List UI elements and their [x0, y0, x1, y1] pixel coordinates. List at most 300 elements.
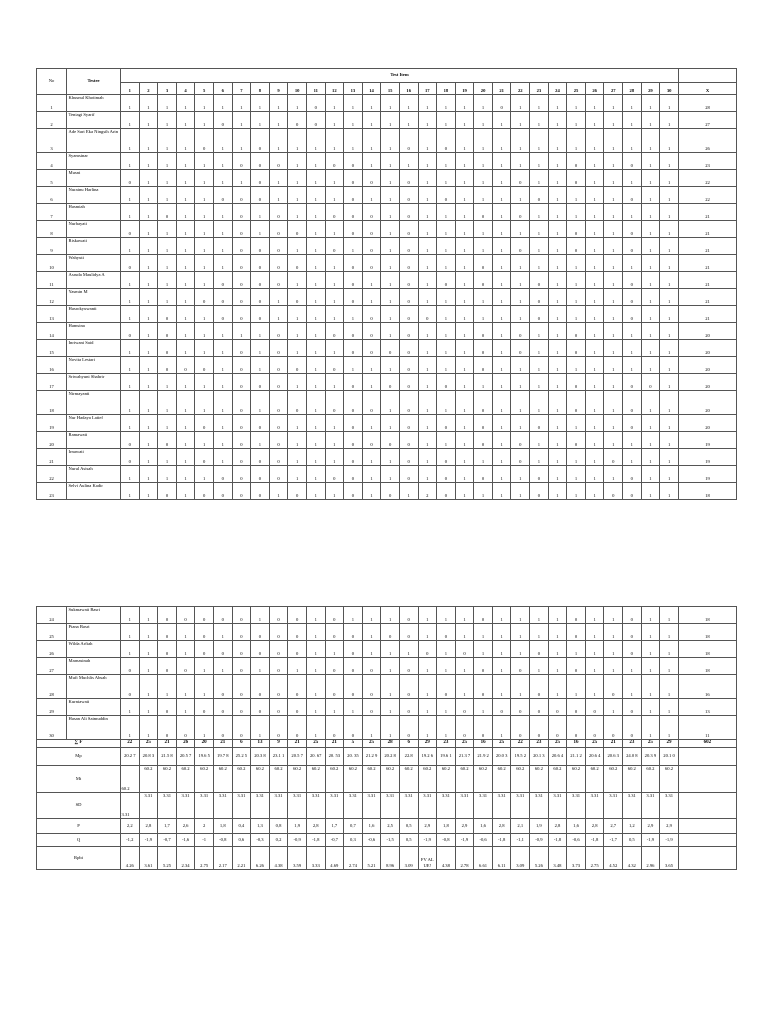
item-score: 0: [213, 607, 232, 624]
total-score: 22: [679, 187, 737, 204]
table-row: [37, 624, 737, 641]
item-score: 1: [176, 112, 195, 129]
stat-value: 60.2: [213, 766, 232, 793]
item-score: 0: [251, 272, 270, 289]
item-score: 1: [455, 391, 474, 415]
stat-value: 1,3: [251, 819, 270, 834]
item-total: 5: [344, 740, 363, 748]
item-score: 1: [474, 170, 493, 187]
item-total: 9: [269, 740, 288, 748]
item-score: 1: [641, 641, 660, 658]
item-score: 1: [306, 658, 325, 675]
item-score: 0: [269, 272, 288, 289]
testee-name: Ade Sari Eka Ningsih Arin: [67, 129, 121, 153]
item-score: 1: [176, 415, 195, 432]
item-number: 17: [418, 83, 437, 95]
stat-value: 21.5 8: [158, 748, 177, 766]
item-score: 0: [623, 187, 642, 204]
stat-value: 3.31: [511, 793, 530, 819]
item-score: 1: [492, 483, 511, 500]
item-score: 1: [251, 716, 270, 740]
item-score: 1: [492, 391, 511, 415]
stat-value: 2,9: [418, 819, 437, 834]
item-score: 0: [232, 272, 251, 289]
item-score: 1: [362, 607, 381, 624]
item-score: 1: [418, 357, 437, 374]
item-score: 1: [139, 340, 158, 357]
item-score: 1: [641, 357, 660, 374]
item-score: 1: [660, 357, 679, 374]
stat-value: 20.0 3: [492, 748, 511, 766]
item-score: 0: [158, 607, 177, 624]
item-total: 21: [158, 740, 177, 748]
stat-x-blank: [678, 766, 736, 793]
item-score: 0: [474, 607, 493, 624]
table2-body: [37, 607, 737, 870]
row-number: 25: [37, 624, 67, 641]
stat-x-blank: [678, 748, 736, 766]
item-score: 1: [548, 289, 567, 306]
item-score: 1: [176, 187, 195, 204]
item-analysis-table-page1: [36, 68, 737, 500]
item-score: 1: [585, 153, 604, 170]
item-score: 1: [399, 641, 418, 658]
item-score: 0: [158, 204, 177, 221]
item-score: 1: [455, 374, 474, 391]
item-score: 1: [455, 675, 474, 699]
item-score: 1: [139, 699, 158, 716]
stat-value: 20.1 3: [530, 748, 549, 766]
item-score: 0: [288, 483, 307, 500]
item-score: 1: [530, 238, 549, 255]
item-score: 0: [567, 607, 586, 624]
item-number: 10: [288, 83, 307, 95]
item-score: 0: [399, 255, 418, 272]
item-score: 1: [306, 357, 325, 374]
item-score: 1: [492, 153, 511, 170]
item-score: 1: [474, 112, 493, 129]
item-score: 1: [511, 466, 530, 483]
item-score: 1: [121, 391, 140, 415]
stat-value: 20.2 7: [121, 748, 140, 766]
item-score: 1: [399, 95, 418, 112]
stat-value: -1,9: [641, 834, 660, 847]
item-score: 0: [121, 658, 140, 675]
item-score: 1: [660, 391, 679, 415]
stat-value: 3.31: [381, 793, 400, 819]
item-score: 1: [381, 607, 400, 624]
item-score: 1: [623, 204, 642, 221]
item-score: 1: [325, 255, 344, 272]
stat-value: 3.31: [455, 793, 474, 819]
item-score: 1: [455, 607, 474, 624]
item-score: 0: [530, 306, 549, 323]
item-score: 1: [530, 624, 549, 641]
stat-value: -0,9: [288, 834, 307, 847]
item-score: 0: [530, 289, 549, 306]
item-score: 1: [195, 272, 214, 289]
item-score: 1: [306, 255, 325, 272]
item-score: 1: [213, 221, 232, 238]
item-score: 1: [604, 170, 623, 187]
stat-value: 20.6 3: [604, 748, 623, 766]
item-score: 1: [585, 204, 604, 221]
item-score: 1: [306, 483, 325, 500]
item-score: 1: [585, 483, 604, 500]
table-row: [37, 466, 737, 483]
item-score: 1: [176, 323, 195, 340]
item-score: 1: [585, 272, 604, 289]
stat-value: -1,8: [585, 834, 604, 847]
item-score: 0: [567, 391, 586, 415]
item-score: 1: [158, 466, 177, 483]
item-score: 0: [474, 204, 493, 221]
item-score: 0: [530, 699, 549, 716]
stat-value: 4.26: [121, 847, 140, 870]
item-score: 1: [604, 466, 623, 483]
stat-value: 2.34: [176, 847, 195, 870]
item-score: 1: [474, 153, 493, 170]
item-score: 1: [548, 675, 567, 699]
row-number: 23: [37, 483, 67, 500]
item-score: 1: [195, 306, 214, 323]
item-score: 0: [399, 699, 418, 716]
item-score: 1: [418, 658, 437, 675]
item-score: 0: [269, 391, 288, 415]
table-row: [37, 170, 737, 187]
item-score: 0: [474, 716, 493, 740]
item-score: 1: [604, 95, 623, 112]
item-score: 1: [362, 641, 381, 658]
item-score: 0: [585, 699, 604, 716]
item-score: 1: [288, 170, 307, 187]
item-score: 1: [325, 483, 344, 500]
item-score: 1: [288, 272, 307, 289]
item-total: 21: [604, 740, 623, 748]
item-score: 0: [158, 306, 177, 323]
item-score: 0: [455, 699, 474, 716]
item-score: 1: [437, 699, 456, 716]
testee-name: Sriwahyuni Shahrir: [67, 374, 121, 391]
item-score: 1: [604, 289, 623, 306]
item-score: 0: [641, 374, 660, 391]
item-score: 0: [344, 716, 363, 740]
item-score: 1: [660, 449, 679, 466]
item-score: 1: [641, 129, 660, 153]
stat-value: 3.31: [251, 793, 270, 819]
stat-value: 3.31: [362, 793, 381, 819]
stat-value: 2,1: [511, 819, 530, 834]
item-score: 0: [232, 391, 251, 415]
stat-value: 3.31: [195, 793, 214, 819]
stat-row-mt: [37, 766, 737, 793]
item-score: 1: [269, 483, 288, 500]
item-score: 1: [325, 187, 344, 204]
item-score: 1: [418, 95, 437, 112]
item-score: 1: [381, 187, 400, 204]
stat-value: 2.96: [641, 847, 660, 870]
item-score: 1: [139, 466, 158, 483]
row-number: 29: [37, 699, 67, 716]
item-score: 0: [399, 170, 418, 187]
item-score: 0: [362, 340, 381, 357]
item-score: 1: [139, 129, 158, 153]
item-score: 1: [176, 483, 195, 500]
item-score: 1: [604, 699, 623, 716]
item-score: 1: [139, 374, 158, 391]
item-score: 1: [176, 289, 195, 306]
item-score: 1: [381, 238, 400, 255]
stat-value: -1,9: [418, 834, 437, 847]
total-score: 19: [679, 449, 737, 466]
item-score: 1: [195, 466, 214, 483]
item-score: 1: [139, 306, 158, 323]
stat-row-rpbi: [37, 847, 737, 870]
item-score: 1: [623, 129, 642, 153]
stat-value: 20.2 8: [381, 748, 400, 766]
item-score: 1: [232, 323, 251, 340]
item-score: 1: [158, 272, 177, 289]
item-score: 1: [623, 357, 642, 374]
total-score: 16: [678, 675, 736, 699]
item-score: 1: [511, 289, 530, 306]
stat-value: 2,8: [548, 819, 567, 834]
item-score: 0: [399, 415, 418, 432]
item-score: 0: [399, 357, 418, 374]
item-score: 0: [362, 675, 381, 699]
item-score: 1: [121, 374, 140, 391]
item-score: 0: [381, 624, 400, 641]
item-score: 0: [567, 624, 586, 641]
table-row: [37, 641, 737, 658]
item-score: 1: [139, 483, 158, 500]
stat-value: 60.2: [344, 766, 363, 793]
item-score: 0: [344, 483, 363, 500]
item-total: 6: [399, 740, 418, 748]
item-number: 15: [381, 83, 400, 95]
stat-value: 3.31: [176, 793, 195, 819]
stat-value: 60.2: [158, 766, 177, 793]
stat-value: 60.2: [437, 766, 456, 793]
stat-value: 3.31: [604, 793, 623, 819]
item-score: 0: [474, 340, 493, 357]
item-score: 1: [418, 221, 437, 238]
item-score: 1: [492, 607, 511, 624]
item-score: 1: [660, 95, 679, 112]
stat-value: 3.31: [585, 793, 604, 819]
item-score: 0: [288, 112, 307, 129]
row-number: 17: [37, 374, 67, 391]
item-score: 1: [139, 716, 158, 740]
item-score: 1: [418, 204, 437, 221]
item-score: 0: [325, 204, 344, 221]
total-score: 18: [679, 483, 737, 500]
item-score: 1: [660, 170, 679, 187]
item-score: 1: [641, 255, 660, 272]
row-number: 9: [37, 238, 67, 255]
item-score: 1: [195, 187, 214, 204]
item-score: 1: [511, 607, 530, 624]
item-score: 1: [455, 289, 474, 306]
item-score: 1: [269, 129, 288, 153]
item-score: 0: [158, 323, 177, 340]
item-score: 0: [251, 187, 270, 204]
row-number: 30: [37, 716, 67, 740]
item-score: 1: [306, 415, 325, 432]
stat-value: 4.38: [269, 847, 288, 870]
item-score: 1: [288, 306, 307, 323]
item-score: 1: [530, 391, 549, 415]
item-score: 0: [158, 357, 177, 374]
item-score: 1: [548, 255, 567, 272]
stat-value: 3.31: [641, 793, 660, 819]
stat-value: 5.25: [158, 847, 177, 870]
item-score: 0: [455, 716, 474, 740]
item-score: 1: [158, 95, 177, 112]
testee-name: Sukmawati Basri: [67, 607, 121, 624]
item-score: 0: [232, 221, 251, 238]
item-score: 1: [455, 272, 474, 289]
item-score: 0: [251, 129, 270, 153]
item-score: 1: [641, 323, 660, 340]
stat-value: 6.11: [492, 847, 511, 870]
item-score: 1: [306, 204, 325, 221]
item-score: 1: [567, 95, 586, 112]
item-score: 1: [158, 391, 177, 415]
item-score: 1: [288, 187, 307, 204]
item-score: 0: [344, 221, 363, 238]
item-score: 0: [344, 658, 363, 675]
item-score: 1: [492, 323, 511, 340]
stat-value: 24.0 8: [623, 748, 642, 766]
stat-value: 1,8: [213, 819, 232, 834]
item-score: 1: [437, 170, 456, 187]
item-score: 0: [344, 170, 363, 187]
item-score: 1: [530, 449, 549, 466]
stat-value: 60.2: [455, 766, 474, 793]
item-score: 1: [623, 323, 642, 340]
stat-value: -1,6: [176, 834, 195, 847]
item-score: 0: [288, 255, 307, 272]
item-score: 1: [492, 466, 511, 483]
item-score: 1: [604, 641, 623, 658]
item-score: 1: [511, 483, 530, 500]
item-score: 0: [567, 658, 586, 675]
item-score: 0: [232, 238, 251, 255]
item-score: 0: [530, 483, 549, 500]
stat-value: 2,8: [585, 819, 604, 834]
testee-name: Hamsina: [67, 323, 121, 340]
total-score: 21: [679, 238, 737, 255]
item-score: 1: [455, 415, 474, 432]
item-score: 1: [567, 641, 586, 658]
item-score: 1: [437, 112, 456, 129]
item-score: 1: [623, 658, 642, 675]
item-score: 0: [344, 415, 363, 432]
item-score: 1: [567, 449, 586, 466]
stat-value: 60.2: [176, 766, 195, 793]
item-score: 1: [306, 340, 325, 357]
item-score: 0: [121, 221, 140, 238]
stat-label-q: Q: [37, 834, 121, 847]
item-score: 1: [548, 204, 567, 221]
item-score: 1: [158, 221, 177, 238]
item-score: 0: [121, 255, 140, 272]
row-number: 11: [37, 272, 67, 289]
item-score: 0: [288, 221, 307, 238]
item-score: 0: [381, 432, 400, 449]
item-score: 0: [158, 699, 177, 716]
item-score: 0: [251, 675, 270, 699]
item-score: 1: [548, 221, 567, 238]
item-score: 0: [362, 204, 381, 221]
item-score: 1: [176, 624, 195, 641]
stat-value: 3.33: [306, 847, 325, 870]
item-score: 1: [344, 607, 363, 624]
stat-value: 2,8: [139, 819, 158, 834]
item-score: 1: [623, 675, 642, 699]
item-score: 0: [344, 204, 363, 221]
item-score: 0: [623, 238, 642, 255]
stat-value: 3.61: [139, 847, 158, 870]
stat-value: 3.65: [660, 847, 679, 870]
stat-value: 0,6: [232, 834, 251, 847]
item-score: 1: [660, 255, 679, 272]
item-score: 1: [530, 221, 549, 238]
item-score: 1: [362, 624, 381, 641]
item-score: 1: [213, 170, 232, 187]
item-score: 0: [288, 716, 307, 740]
stat-value: 60.2: [585, 766, 604, 793]
total-score: 18: [678, 641, 736, 658]
item-score: 1: [269, 170, 288, 187]
item-score: 1: [660, 289, 679, 306]
item-score: 1: [306, 374, 325, 391]
item-score: 1: [492, 374, 511, 391]
item-score: 0: [269, 432, 288, 449]
item-score: 0: [399, 432, 418, 449]
item-score: 0: [325, 607, 344, 624]
item-score: 1: [344, 699, 363, 716]
table-row: [37, 221, 737, 238]
item-score: 0: [213, 306, 232, 323]
stat-value: 3.31: [344, 793, 363, 819]
item-score: 1: [474, 449, 493, 466]
table-row: [37, 675, 737, 699]
item-score: 0: [213, 483, 232, 500]
item-score: 1: [418, 607, 437, 624]
item-score: 1: [437, 716, 456, 740]
stat-value: 3.31: [567, 793, 586, 819]
item-score: 1: [492, 112, 511, 129]
stat-value: 3.31: [623, 793, 642, 819]
item-score: 1: [399, 153, 418, 170]
item-score: 1: [585, 129, 604, 153]
item-score: 1: [176, 391, 195, 415]
item-score: 1: [213, 449, 232, 466]
total-score: 11: [678, 716, 736, 740]
row-number: 1: [37, 95, 67, 112]
stat-value: 19.2 6: [418, 748, 437, 766]
item-score: 1: [381, 716, 400, 740]
item-score: 1: [418, 699, 437, 716]
item-score: 1: [660, 374, 679, 391]
item-score: 1: [604, 238, 623, 255]
item-score: 0: [399, 607, 418, 624]
item-score: 1: [567, 255, 586, 272]
item-score: 0: [344, 641, 363, 658]
item-score: 1: [437, 607, 456, 624]
